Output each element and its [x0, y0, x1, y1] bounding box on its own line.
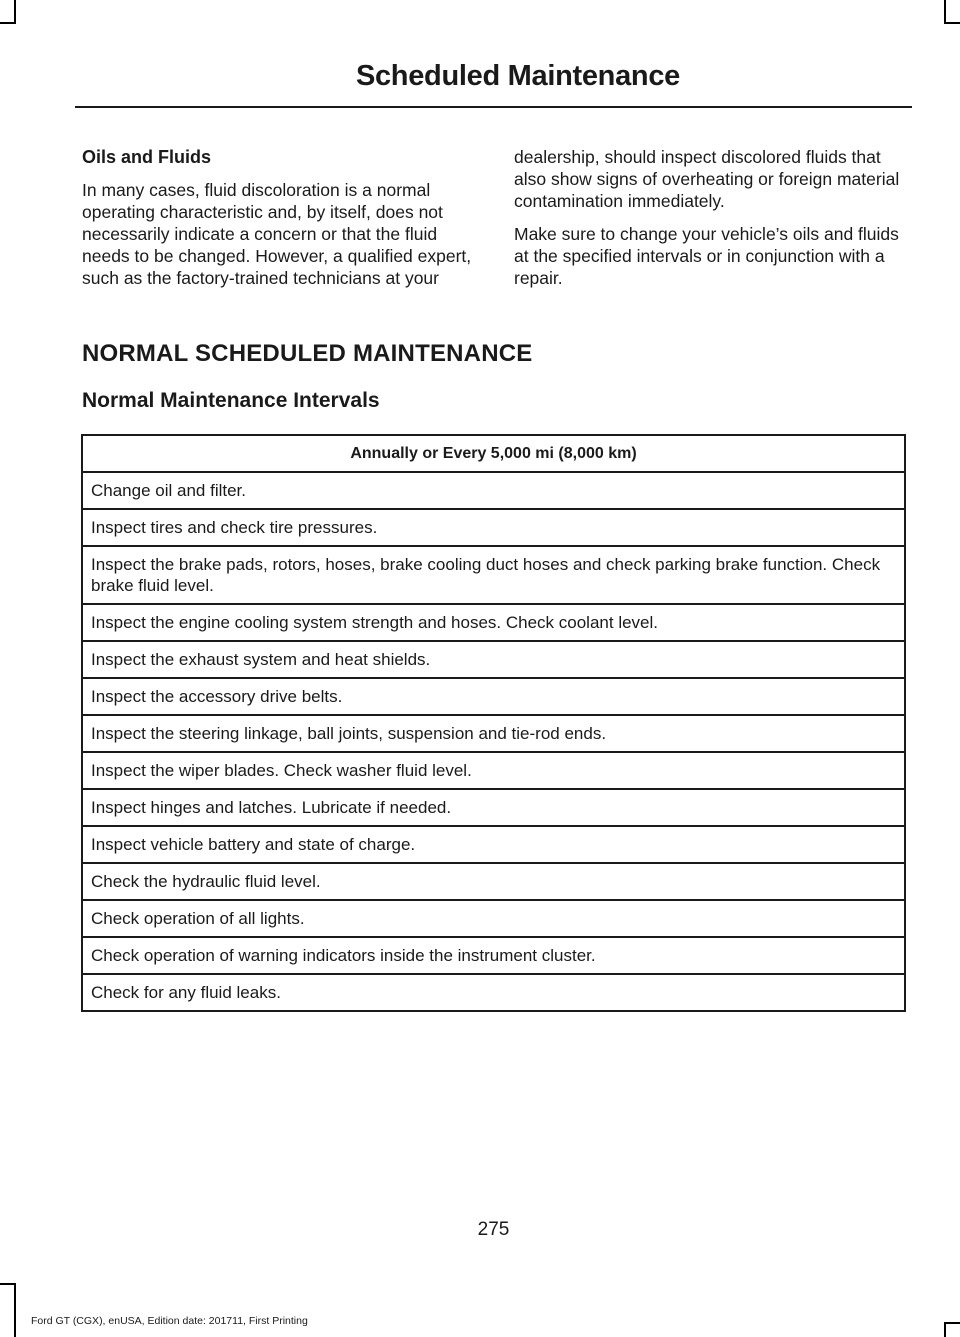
table-cell: Inspect the engine cooling system strength and hoses. Check coolant level.	[82, 604, 905, 641]
crop-mark	[0, 22, 16, 24]
footer-edition: Ford GT (CGX), enUSA, Edition date: 201711, First Printing	[31, 1315, 308, 1327]
table-row	[82, 752, 905, 789]
page-title: Scheduled Maintenance	[355, 60, 680, 92]
table-row	[82, 789, 905, 826]
table-cell: Inspect the accessory drive belts.	[82, 678, 905, 715]
crop-mark	[944, 22, 960, 24]
table-cell: Check operation of warning indicators inside the instrument cluster.	[82, 937, 905, 974]
table-row	[82, 826, 905, 863]
table-row	[82, 546, 905, 604]
crop-mark	[944, 0, 946, 22]
table-cell: Change oil and filter.	[82, 472, 905, 509]
table-row	[82, 715, 905, 752]
table-cell: Check for any fluid leaks.	[82, 974, 905, 1011]
table-row	[82, 472, 905, 509]
table-header: Annually or Every 5,000 mi (8,000 km)	[82, 435, 905, 472]
table-row	[82, 509, 905, 546]
table-cell: Inspect tires and check tire pressures.	[82, 509, 905, 546]
oils-fluids-paragraph: In many cases, fluid discoloration is a normal operating characteristic and, by itself, does not necessarily indicate a concern or that the fluid needs to be changed. However, a qualified expert, such as the factory-trained technicians at your	[82, 180, 472, 288]
header-divider	[75, 106, 912, 108]
page-number: 275	[477, 1219, 510, 1240]
table-cell: Check operation of all lights.	[82, 900, 905, 937]
table-row	[82, 678, 905, 715]
table-row	[82, 937, 905, 974]
table-row	[82, 974, 905, 1011]
table-row	[82, 900, 905, 937]
table-cell: Inspect vehicle battery and state of charge.	[82, 826, 905, 863]
table-cell: Inspect the brake pads, rotors, hoses, brake cooling duct hoses and check parking brake function. Check brake fluid level.	[82, 546, 905, 604]
table-row	[82, 641, 905, 678]
crop-mark	[944, 1322, 960, 1324]
section-title: NORMAL SCHEDULED MAINTENANCE	[82, 340, 533, 367]
crop-mark	[14, 1283, 16, 1337]
table-cell: Inspect hinges and latches. Lubricate if needed.	[82, 789, 905, 826]
maintenance-table	[81, 434, 906, 1012]
table-row	[82, 863, 905, 900]
oils-fluids-interval-paragraph: Make sure to change your vehicle’s oils and fluids at the specified intervals or in conjunction with a repair.	[514, 224, 899, 288]
oils-fluids-subheading: Oils and Fluids	[82, 147, 212, 167]
crop-mark	[944, 1322, 946, 1337]
crop-mark	[0, 1283, 16, 1285]
left-column	[82, 146, 477, 300]
oils-fluids-paragraph-continued: dealership, should inspect discolored fluids that also show signs of overheating or foreign material contamination immediately.	[514, 147, 900, 211]
table-cell: Inspect the exhaust system and heat shields.	[82, 641, 905, 678]
table-cell: Inspect the wiper blades. Check washer fluid level.	[82, 752, 905, 789]
subsection-title: Normal Maintenance Intervals	[82, 389, 380, 412]
table-header-row	[82, 435, 905, 472]
table-row	[82, 604, 905, 641]
table-cell: Inspect the steering linkage, ball joints, suspension and tie-rod ends.	[82, 715, 905, 752]
right-column	[514, 146, 909, 300]
table-cell: Check the hydraulic fluid level.	[82, 863, 905, 900]
crop-mark	[14, 0, 16, 22]
